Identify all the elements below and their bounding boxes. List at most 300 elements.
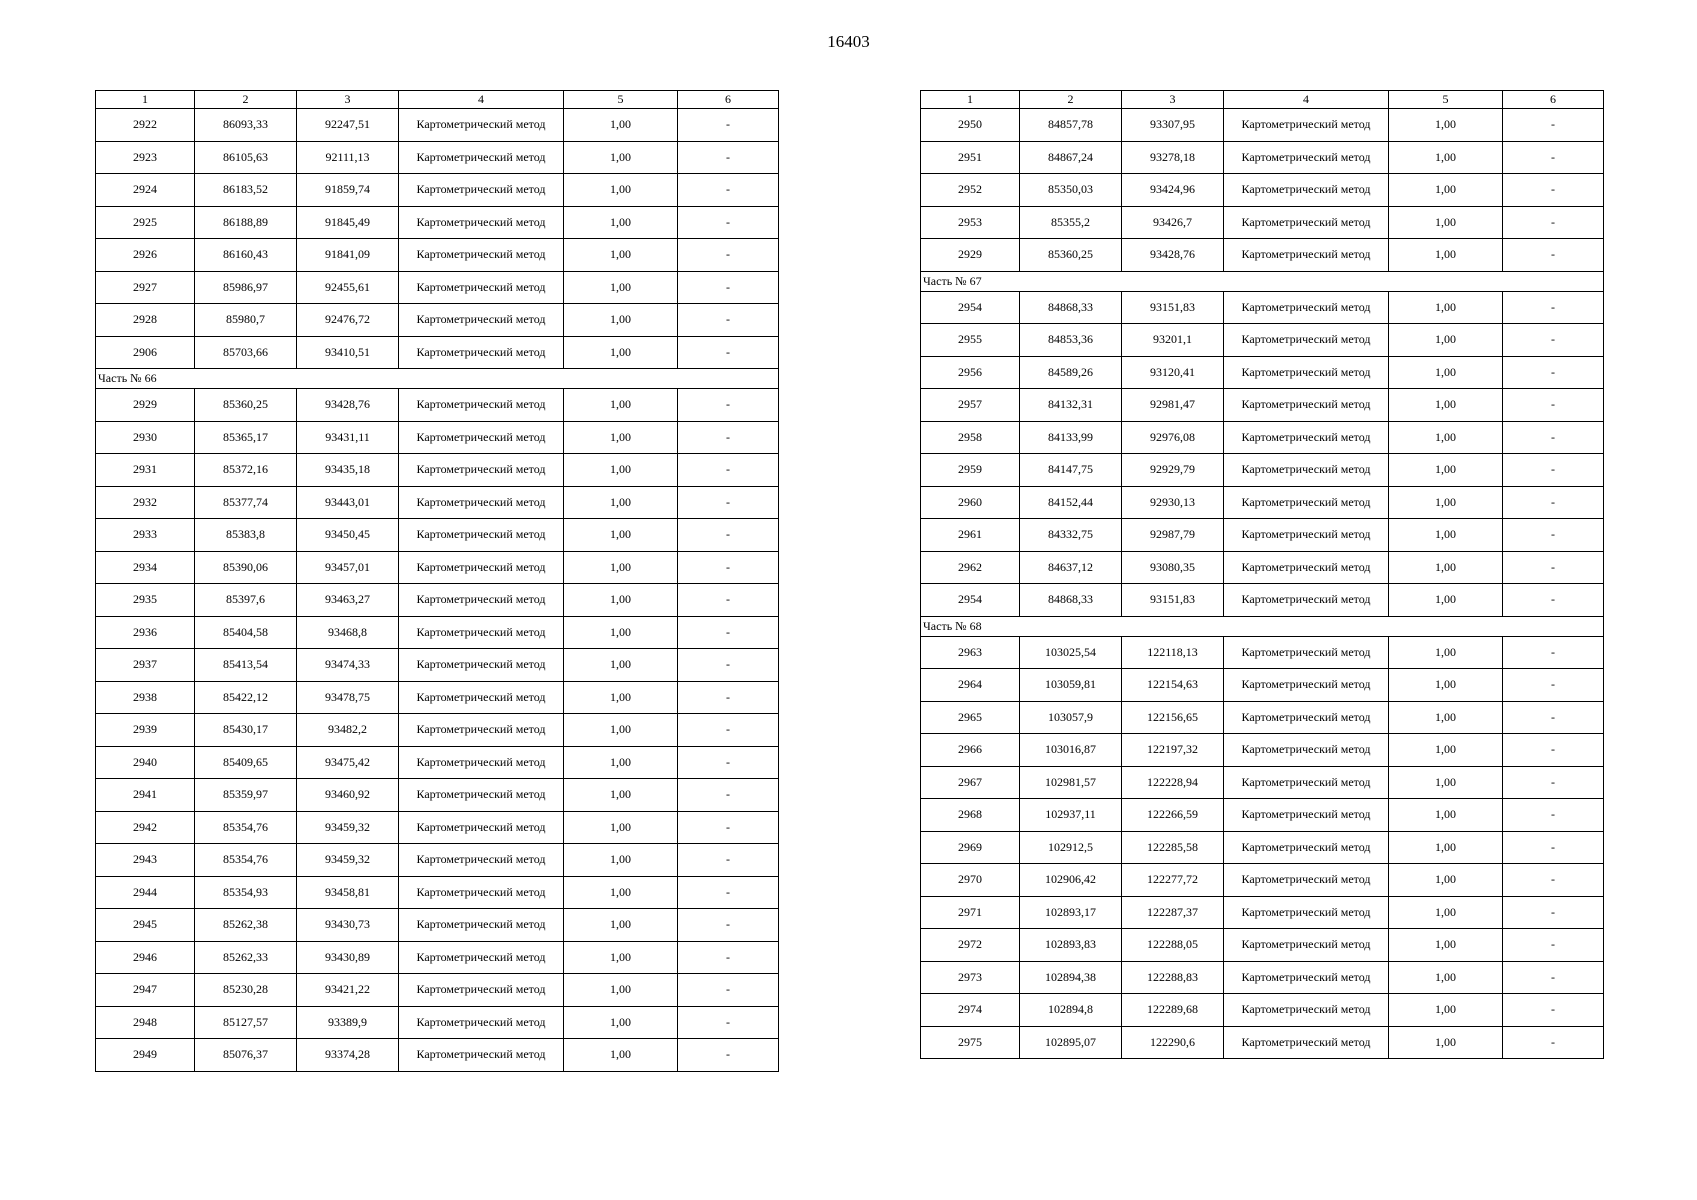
point-number-cell: 2927: [96, 271, 195, 304]
table-row: [96, 844, 779, 877]
point-number-cell: 2947: [96, 974, 195, 1007]
y-coordinate-cell: 93474,33: [297, 649, 399, 682]
point-number-cell: 2929: [96, 389, 195, 422]
description-cell: -: [678, 649, 779, 682]
description-cell: -: [678, 454, 779, 487]
section-heading-row: [96, 369, 779, 389]
point-number-cell: 2958: [921, 421, 1020, 454]
y-coordinate-cell: 93307,95: [1122, 109, 1224, 142]
x-coordinate-cell: 102894,38: [1020, 961, 1122, 994]
table-row: [921, 239, 1604, 272]
y-coordinate-cell: 122285,58: [1122, 831, 1224, 864]
point-number-cell: 2931: [96, 454, 195, 487]
x-coordinate-cell: 84132,31: [1020, 389, 1122, 422]
method-cell: Картометрический метод: [1224, 486, 1389, 519]
method-cell: Картометрический метод: [399, 304, 564, 337]
description-cell: -: [1503, 864, 1604, 897]
point-number-cell: 2954: [921, 584, 1020, 617]
x-coordinate-cell: 103025,54: [1020, 636, 1122, 669]
description-cell: -: [1503, 766, 1604, 799]
point-number-cell: 2957: [921, 389, 1020, 422]
point-number-cell: 2922: [96, 109, 195, 142]
column-header: 2: [1020, 91, 1122, 109]
method-cell: Картометрический метод: [399, 486, 564, 519]
x-coordinate-cell: 85986,97: [195, 271, 297, 304]
section-heading: Часть № 68: [921, 616, 1604, 636]
accuracy-cell: 1,00: [564, 811, 678, 844]
y-coordinate-cell: 91845,49: [297, 206, 399, 239]
accuracy-cell: 1,00: [564, 909, 678, 942]
description-cell: -: [678, 909, 779, 942]
description-cell: -: [678, 486, 779, 519]
point-number-cell: 2966: [921, 734, 1020, 767]
description-cell: -: [1503, 421, 1604, 454]
y-coordinate-cell: 122288,83: [1122, 961, 1224, 994]
point-number-cell: 2946: [96, 941, 195, 974]
method-cell: Картометрический метод: [399, 681, 564, 714]
method-cell: Картометрический метод: [399, 271, 564, 304]
method-cell: Картометрический метод: [399, 746, 564, 779]
description-cell: -: [1503, 389, 1604, 422]
column-header: 6: [1503, 91, 1604, 109]
method-cell: Картометрический метод: [399, 779, 564, 812]
accuracy-cell: 1,00: [564, 421, 678, 454]
x-coordinate-cell: 85404,58: [195, 616, 297, 649]
x-coordinate-cell: 86160,43: [195, 239, 297, 272]
description-cell: -: [1503, 109, 1604, 142]
table-row: [921, 356, 1604, 389]
method-cell: Картометрический метод: [399, 909, 564, 942]
x-coordinate-cell: 84853,36: [1020, 324, 1122, 357]
y-coordinate-cell: 93482,2: [297, 714, 399, 747]
method-cell: Картометрический метод: [399, 974, 564, 1007]
table-row: [96, 551, 779, 584]
point-number-cell: 2949: [96, 1039, 195, 1072]
table-row: [96, 681, 779, 714]
point-number-cell: 2928: [96, 304, 195, 337]
x-coordinate-cell: 84152,44: [1020, 486, 1122, 519]
y-coordinate-cell: 122156,65: [1122, 701, 1224, 734]
x-coordinate-cell: 85430,17: [195, 714, 297, 747]
description-cell: -: [678, 1006, 779, 1039]
method-cell: Картометрический метод: [1224, 109, 1389, 142]
description-cell: -: [1503, 551, 1604, 584]
table-row: [921, 486, 1604, 519]
y-coordinate-cell: 93475,42: [297, 746, 399, 779]
y-coordinate-cell: 93201,1: [1122, 324, 1224, 357]
method-cell: Картометрический метод: [1224, 929, 1389, 962]
table-row: [96, 876, 779, 909]
table-row: [921, 636, 1604, 669]
x-coordinate-cell: 84133,99: [1020, 421, 1122, 454]
table-row: [96, 714, 779, 747]
x-coordinate-cell: 85354,76: [195, 844, 297, 877]
table-row: [921, 734, 1604, 767]
description-cell: -: [1503, 239, 1604, 272]
point-number-cell: 2951: [921, 141, 1020, 174]
table-row: [96, 974, 779, 1007]
description-cell: -: [678, 206, 779, 239]
y-coordinate-cell: 93428,76: [1122, 239, 1224, 272]
accuracy-cell: 1,00: [1389, 486, 1503, 519]
accuracy-cell: 1,00: [564, 649, 678, 682]
y-coordinate-cell: 92930,13: [1122, 486, 1224, 519]
point-number-cell: 2934: [96, 551, 195, 584]
x-coordinate-cell: 103016,87: [1020, 734, 1122, 767]
x-coordinate-cell: 86188,89: [195, 206, 297, 239]
y-coordinate-cell: 93278,18: [1122, 141, 1224, 174]
x-coordinate-cell: 85354,76: [195, 811, 297, 844]
x-coordinate-cell: 102893,83: [1020, 929, 1122, 962]
y-coordinate-cell: 122197,32: [1122, 734, 1224, 767]
accuracy-cell: 1,00: [564, 519, 678, 552]
table-row: [96, 486, 779, 519]
point-number-cell: 2906: [96, 336, 195, 369]
column-header: 3: [297, 91, 399, 109]
method-cell: Картометрический метод: [399, 239, 564, 272]
accuracy-cell: 1,00: [1389, 584, 1503, 617]
method-cell: Картометрический метод: [1224, 206, 1389, 239]
accuracy-cell: 1,00: [564, 109, 678, 142]
point-number-cell: 2961: [921, 519, 1020, 552]
x-coordinate-cell: 85377,74: [195, 486, 297, 519]
accuracy-cell: 1,00: [1389, 291, 1503, 324]
y-coordinate-cell: 93424,96: [1122, 174, 1224, 207]
accuracy-cell: 1,00: [1389, 141, 1503, 174]
accuracy-cell: 1,00: [564, 746, 678, 779]
accuracy-cell: 1,00: [1389, 669, 1503, 702]
y-coordinate-cell: 93374,28: [297, 1039, 399, 1072]
description-cell: -: [1503, 454, 1604, 487]
table-row: [921, 766, 1604, 799]
accuracy-cell: 1,00: [564, 616, 678, 649]
x-coordinate-cell: 85409,65: [195, 746, 297, 779]
y-coordinate-cell: 122118,13: [1122, 636, 1224, 669]
section-heading-row: [921, 271, 1604, 291]
x-coordinate-cell: 85230,28: [195, 974, 297, 1007]
description-cell: -: [1503, 141, 1604, 174]
x-coordinate-cell: 85703,66: [195, 336, 297, 369]
point-number-cell: 2955: [921, 324, 1020, 357]
point-number-cell: 2925: [96, 206, 195, 239]
accuracy-cell: 1,00: [564, 844, 678, 877]
accuracy-cell: 1,00: [1389, 636, 1503, 669]
description-cell: -: [678, 941, 779, 974]
table-row: [921, 584, 1604, 617]
description-cell: -: [678, 1039, 779, 1072]
accuracy-cell: 1,00: [564, 876, 678, 909]
table-row: [921, 141, 1604, 174]
table-row: [96, 811, 779, 844]
accuracy-cell: 1,00: [564, 271, 678, 304]
method-cell: Картометрический метод: [399, 174, 564, 207]
description-cell: -: [678, 746, 779, 779]
x-coordinate-cell: 85076,37: [195, 1039, 297, 1072]
y-coordinate-cell: 93410,51: [297, 336, 399, 369]
method-cell: Картометрический метод: [399, 1006, 564, 1039]
accuracy-cell: 1,00: [564, 974, 678, 1007]
point-number-cell: 2929: [921, 239, 1020, 272]
x-coordinate-cell: 84147,75: [1020, 454, 1122, 487]
description-cell: -: [678, 551, 779, 584]
x-coordinate-cell: 84637,12: [1020, 551, 1122, 584]
description-cell: -: [678, 681, 779, 714]
method-cell: Картометрический метод: [1224, 584, 1389, 617]
y-coordinate-cell: 92981,47: [1122, 389, 1224, 422]
accuracy-cell: 1,00: [564, 1006, 678, 1039]
column-header: 4: [399, 91, 564, 109]
table-row: [96, 616, 779, 649]
x-coordinate-cell: 85372,16: [195, 454, 297, 487]
description-cell: -: [678, 584, 779, 617]
y-coordinate-cell: 93389,9: [297, 1006, 399, 1039]
y-coordinate-cell: 93468,8: [297, 616, 399, 649]
point-number-cell: 2953: [921, 206, 1020, 239]
method-cell: Картометрический метод: [1224, 994, 1389, 1027]
point-number-cell: 2972: [921, 929, 1020, 962]
description-cell: -: [1503, 799, 1604, 832]
accuracy-cell: 1,00: [1389, 929, 1503, 962]
y-coordinate-cell: 122288,05: [1122, 929, 1224, 962]
table-row: [921, 109, 1604, 142]
table-row: [96, 304, 779, 337]
x-coordinate-cell: 85350,03: [1020, 174, 1122, 207]
table-row: [921, 831, 1604, 864]
point-number-cell: 2943: [96, 844, 195, 877]
x-coordinate-cell: 85360,25: [1020, 239, 1122, 272]
description-cell: -: [1503, 929, 1604, 962]
y-coordinate-cell: 92929,79: [1122, 454, 1224, 487]
x-coordinate-cell: 85359,97: [195, 779, 297, 812]
method-cell: Картометрический метод: [399, 616, 564, 649]
x-coordinate-cell: 102893,17: [1020, 896, 1122, 929]
accuracy-cell: 1,00: [1389, 896, 1503, 929]
method-cell: Картометрический метод: [1224, 454, 1389, 487]
x-coordinate-cell: 102937,11: [1020, 799, 1122, 832]
table-row: [921, 206, 1604, 239]
x-coordinate-cell: 103057,9: [1020, 701, 1122, 734]
accuracy-cell: 1,00: [1389, 994, 1503, 1027]
method-cell: Картометрический метод: [1224, 141, 1389, 174]
table-row: [96, 109, 779, 142]
x-coordinate-cell: 85413,54: [195, 649, 297, 682]
y-coordinate-cell: 122277,72: [1122, 864, 1224, 897]
method-cell: Картометрический метод: [1224, 766, 1389, 799]
y-coordinate-cell: 93431,11: [297, 421, 399, 454]
x-coordinate-cell: 84857,78: [1020, 109, 1122, 142]
method-cell: Картометрический метод: [399, 389, 564, 422]
point-number-cell: 2965: [921, 701, 1020, 734]
y-coordinate-cell: 93421,22: [297, 974, 399, 1007]
accuracy-cell: 1,00: [1389, 454, 1503, 487]
method-cell: Картометрический метод: [1224, 519, 1389, 552]
description-cell: -: [678, 336, 779, 369]
table-row: [96, 271, 779, 304]
x-coordinate-cell: 85262,33: [195, 941, 297, 974]
description-cell: -: [1503, 1026, 1604, 1059]
description-cell: -: [678, 174, 779, 207]
description-cell: -: [678, 876, 779, 909]
y-coordinate-cell: 93478,75: [297, 681, 399, 714]
y-coordinate-cell: 122289,68: [1122, 994, 1224, 1027]
method-cell: Картометрический метод: [1224, 961, 1389, 994]
table-row: [96, 454, 779, 487]
description-cell: -: [678, 714, 779, 747]
method-cell: Картометрический метод: [399, 336, 564, 369]
description-cell: -: [678, 304, 779, 337]
point-number-cell: 2967: [921, 766, 1020, 799]
column-header: 5: [564, 91, 678, 109]
table-row: [96, 584, 779, 617]
table-row: [96, 421, 779, 454]
accuracy-cell: 1,00: [564, 681, 678, 714]
point-number-cell: 2959: [921, 454, 1020, 487]
point-number-cell: 2952: [921, 174, 1020, 207]
description-cell: -: [1503, 896, 1604, 929]
y-coordinate-cell: 122290,6: [1122, 1026, 1224, 1059]
description-cell: -: [1503, 584, 1604, 617]
x-coordinate-cell: 85383,8: [195, 519, 297, 552]
point-number-cell: 2933: [96, 519, 195, 552]
method-cell: Картометрический метод: [399, 649, 564, 682]
page-number: 16403: [827, 32, 870, 51]
point-number-cell: 2940: [96, 746, 195, 779]
method-cell: Картометрический метод: [1224, 896, 1389, 929]
table-row: [921, 389, 1604, 422]
y-coordinate-cell: 92476,72: [297, 304, 399, 337]
table-row: [96, 206, 779, 239]
method-cell: Картометрический метод: [399, 714, 564, 747]
x-coordinate-cell: 85354,93: [195, 876, 297, 909]
x-coordinate-cell: 84589,26: [1020, 356, 1122, 389]
point-number-cell: 2956: [921, 356, 1020, 389]
point-number-cell: 2973: [921, 961, 1020, 994]
accuracy-cell: 1,00: [1389, 206, 1503, 239]
point-number-cell: 2935: [96, 584, 195, 617]
y-coordinate-cell: 93463,27: [297, 584, 399, 617]
method-cell: Картометрический метод: [1224, 734, 1389, 767]
table-row: [96, 649, 779, 682]
description-cell: -: [1503, 174, 1604, 207]
section-heading-row: [921, 616, 1604, 636]
point-number-cell: 2974: [921, 994, 1020, 1027]
accuracy-cell: 1,00: [1389, 766, 1503, 799]
point-number-cell: 2942: [96, 811, 195, 844]
accuracy-cell: 1,00: [1389, 324, 1503, 357]
accuracy-cell: 1,00: [564, 174, 678, 207]
x-coordinate-cell: 85262,38: [195, 909, 297, 942]
column-header: 3: [1122, 91, 1224, 109]
table-row: [96, 779, 779, 812]
point-number-cell: 2948: [96, 1006, 195, 1039]
x-coordinate-cell: 103059,81: [1020, 669, 1122, 702]
method-cell: Картометрический метод: [399, 519, 564, 552]
accuracy-cell: 1,00: [564, 141, 678, 174]
x-coordinate-cell: 85397,6: [195, 584, 297, 617]
point-number-cell: 2938: [96, 681, 195, 714]
x-coordinate-cell: 84867,24: [1020, 141, 1122, 174]
y-coordinate-cell: 93151,83: [1122, 584, 1224, 617]
method-cell: Картометрический метод: [399, 454, 564, 487]
description-cell: -: [1503, 324, 1604, 357]
description-cell: -: [1503, 356, 1604, 389]
description-cell: -: [1503, 291, 1604, 324]
method-cell: Картометрический метод: [1224, 701, 1389, 734]
method-cell: Картометрический метод: [399, 206, 564, 239]
point-number-cell: 2964: [921, 669, 1020, 702]
description-cell: -: [678, 239, 779, 272]
method-cell: Картометрический метод: [1224, 831, 1389, 864]
y-coordinate-cell: 93151,83: [1122, 291, 1224, 324]
table-row: [921, 519, 1604, 552]
accuracy-cell: 1,00: [564, 1039, 678, 1072]
y-coordinate-cell: 93080,35: [1122, 551, 1224, 584]
x-coordinate-cell: 85360,25: [195, 389, 297, 422]
accuracy-cell: 1,00: [564, 206, 678, 239]
table-header-row: [96, 91, 779, 109]
accuracy-cell: 1,00: [1389, 551, 1503, 584]
method-cell: Картометрический метод: [399, 584, 564, 617]
accuracy-cell: 1,00: [1389, 239, 1503, 272]
table-row: [96, 389, 779, 422]
description-cell: -: [1503, 206, 1604, 239]
method-cell: Картометрический метод: [1224, 174, 1389, 207]
table-row: [921, 291, 1604, 324]
y-coordinate-cell: 93459,32: [297, 844, 399, 877]
y-coordinate-cell: 92976,08: [1122, 421, 1224, 454]
table-row: [921, 929, 1604, 962]
table-row: [921, 1026, 1604, 1059]
description-cell: -: [678, 271, 779, 304]
table-row: [96, 239, 779, 272]
accuracy-cell: 1,00: [564, 486, 678, 519]
table-row: [921, 864, 1604, 897]
point-number-cell: 2963: [921, 636, 1020, 669]
table-row: [921, 799, 1604, 832]
x-coordinate-cell: 84868,33: [1020, 584, 1122, 617]
y-coordinate-cell: 93458,81: [297, 876, 399, 909]
point-number-cell: 2969: [921, 831, 1020, 864]
method-cell: Картометрический метод: [399, 1039, 564, 1072]
column-header: 1: [96, 91, 195, 109]
point-number-cell: 2975: [921, 1026, 1020, 1059]
point-number-cell: 2939: [96, 714, 195, 747]
point-number-cell: 2936: [96, 616, 195, 649]
accuracy-cell: 1,00: [1389, 109, 1503, 142]
method-cell: Картометрический метод: [399, 941, 564, 974]
y-coordinate-cell: 93426,7: [1122, 206, 1224, 239]
method-cell: Картометрический метод: [399, 876, 564, 909]
table-row: [96, 941, 779, 974]
x-coordinate-cell: 84332,75: [1020, 519, 1122, 552]
point-number-cell: 2932: [96, 486, 195, 519]
description-cell: -: [678, 389, 779, 422]
point-number-cell: 2923: [96, 141, 195, 174]
table-row: [96, 746, 779, 779]
point-number-cell: 2941: [96, 779, 195, 812]
table-row: [921, 961, 1604, 994]
table-row: [96, 174, 779, 207]
y-coordinate-cell: 93460,92: [297, 779, 399, 812]
description-cell: -: [1503, 994, 1604, 1027]
method-cell: Картометрический метод: [1224, 356, 1389, 389]
y-coordinate-cell: 93450,45: [297, 519, 399, 552]
accuracy-cell: 1,00: [1389, 864, 1503, 897]
table-row: [96, 336, 779, 369]
description-cell: -: [678, 779, 779, 812]
point-number-cell: 2950: [921, 109, 1020, 142]
method-cell: Картометрический метод: [1224, 291, 1389, 324]
